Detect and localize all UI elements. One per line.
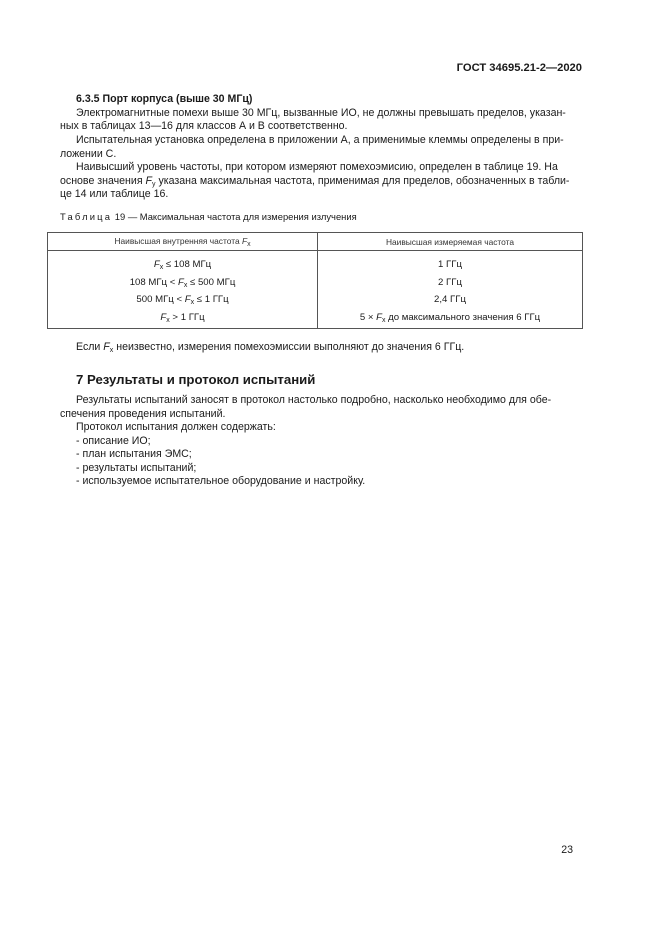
variable-subscript: x xyxy=(190,299,195,306)
list-item: - используемое испытательное оборудование и настройку. xyxy=(76,475,366,487)
list-item: - описание ИО; xyxy=(76,435,151,447)
variable-subscript: x xyxy=(109,347,114,354)
paragraph-line: спечения проведения испытаний. xyxy=(60,408,226,420)
page-number: 23 xyxy=(561,844,573,856)
paragraph-line: ных в таблицах 13—16 для классов А и В соответственно. xyxy=(60,120,348,132)
section-heading-6-3-5: 6.3.5 Порт корпуса (выше 30 МГц) xyxy=(76,93,253,105)
text: Если xyxy=(76,341,101,353)
document-header: ГОСТ 34695.21-2—2020 xyxy=(456,62,582,74)
variable-subscript: y xyxy=(152,181,156,188)
column-header-measured-frequency: Наивысшая измеряемая частота xyxy=(318,233,583,251)
variable-subscript: x xyxy=(183,281,188,289)
internal-frequency-cell xyxy=(48,251,318,329)
table-row-left xyxy=(48,274,317,292)
table-row-left xyxy=(48,291,317,309)
table-row-right xyxy=(318,256,582,274)
text: 5 × xyxy=(359,311,377,323)
text: 2 ГГц xyxy=(438,276,462,288)
measured-frequency-cell xyxy=(318,251,583,329)
table-caption-word: Таблица xyxy=(60,211,113,222)
text: 108 МГц < xyxy=(129,276,178,288)
column-header-text: Наивысшая внутренняя частота xyxy=(114,235,240,246)
table-row-right xyxy=(318,309,582,327)
text: неизвестно, измерения помехоэмиссии выполняют до значения 6 ГГц. xyxy=(116,341,465,353)
column-header-internal-frequency xyxy=(48,233,318,251)
text: до максимального значения 6 ГГц xyxy=(385,311,541,323)
table-caption xyxy=(60,211,357,222)
paragraph-line: Электромагнитные помехи выше 30 МГц, вызванные ИО, не должны превышать пределов, указан- xyxy=(76,107,566,119)
table-row-left xyxy=(48,309,317,327)
text: ≤ 108 МГц xyxy=(163,259,212,270)
variable-subscript: x xyxy=(381,316,386,324)
table-header-row xyxy=(48,233,583,251)
text: 2,4 ГГц xyxy=(434,294,466,305)
variable-f: F xyxy=(376,311,382,323)
variable-f: F xyxy=(153,259,160,270)
table-row-right xyxy=(318,274,582,292)
variable-f: F xyxy=(160,311,167,323)
variable-subscript: x xyxy=(166,316,170,324)
table-row-left xyxy=(48,256,317,274)
paragraph-line: Наивысший уровень частоты, при котором измеряют помехоэмисию, определен в таблице 19. На xyxy=(76,161,558,173)
text: 500 МГц < xyxy=(136,294,185,305)
table-row-right xyxy=(318,291,582,309)
paragraph-line: Испытательная установка определена в приложении А, а применимые клеммы определены в при- xyxy=(76,134,564,146)
variable-f: F xyxy=(184,294,191,305)
paragraph-line: Протокол испытания должен содержать: xyxy=(76,421,276,433)
list-item: - план испытания ЭМС; xyxy=(76,448,192,460)
text: 1 ГГц xyxy=(438,259,462,270)
text: > 1 ГГц xyxy=(169,311,205,323)
variable-f: F xyxy=(103,341,110,353)
line-prefix: основе значения xyxy=(60,175,143,187)
variable-subscript: x xyxy=(247,240,251,248)
variable-f: F xyxy=(241,235,248,246)
line-rest: указана максимальная частота, применимая для пределов, обозначенных в табли- xyxy=(158,175,570,187)
text: ≤ 500 МГц xyxy=(187,276,236,288)
table-body-row xyxy=(48,251,583,329)
variable-subscript: x xyxy=(159,264,164,271)
variable-f: F xyxy=(177,276,184,288)
frequency-table xyxy=(47,232,583,329)
paragraph-line: ложении С. xyxy=(60,148,117,160)
paragraph-line: це 14 или таблице 16. xyxy=(60,188,169,200)
paragraph-line: Результаты испытаний заносят в протокол настолько подробно, насколько необходимо для обе- xyxy=(76,394,552,406)
table-caption-text: 19 — Максимальная частота для измерения излучения xyxy=(114,211,357,222)
section-heading-7: 7 Результаты и протокол испытаний xyxy=(76,372,316,387)
list-item: - результаты испытаний; xyxy=(76,462,197,474)
variable-f: F xyxy=(145,175,152,187)
note-paragraph xyxy=(76,341,464,358)
text: ≤ 1 ГГц xyxy=(194,294,229,305)
